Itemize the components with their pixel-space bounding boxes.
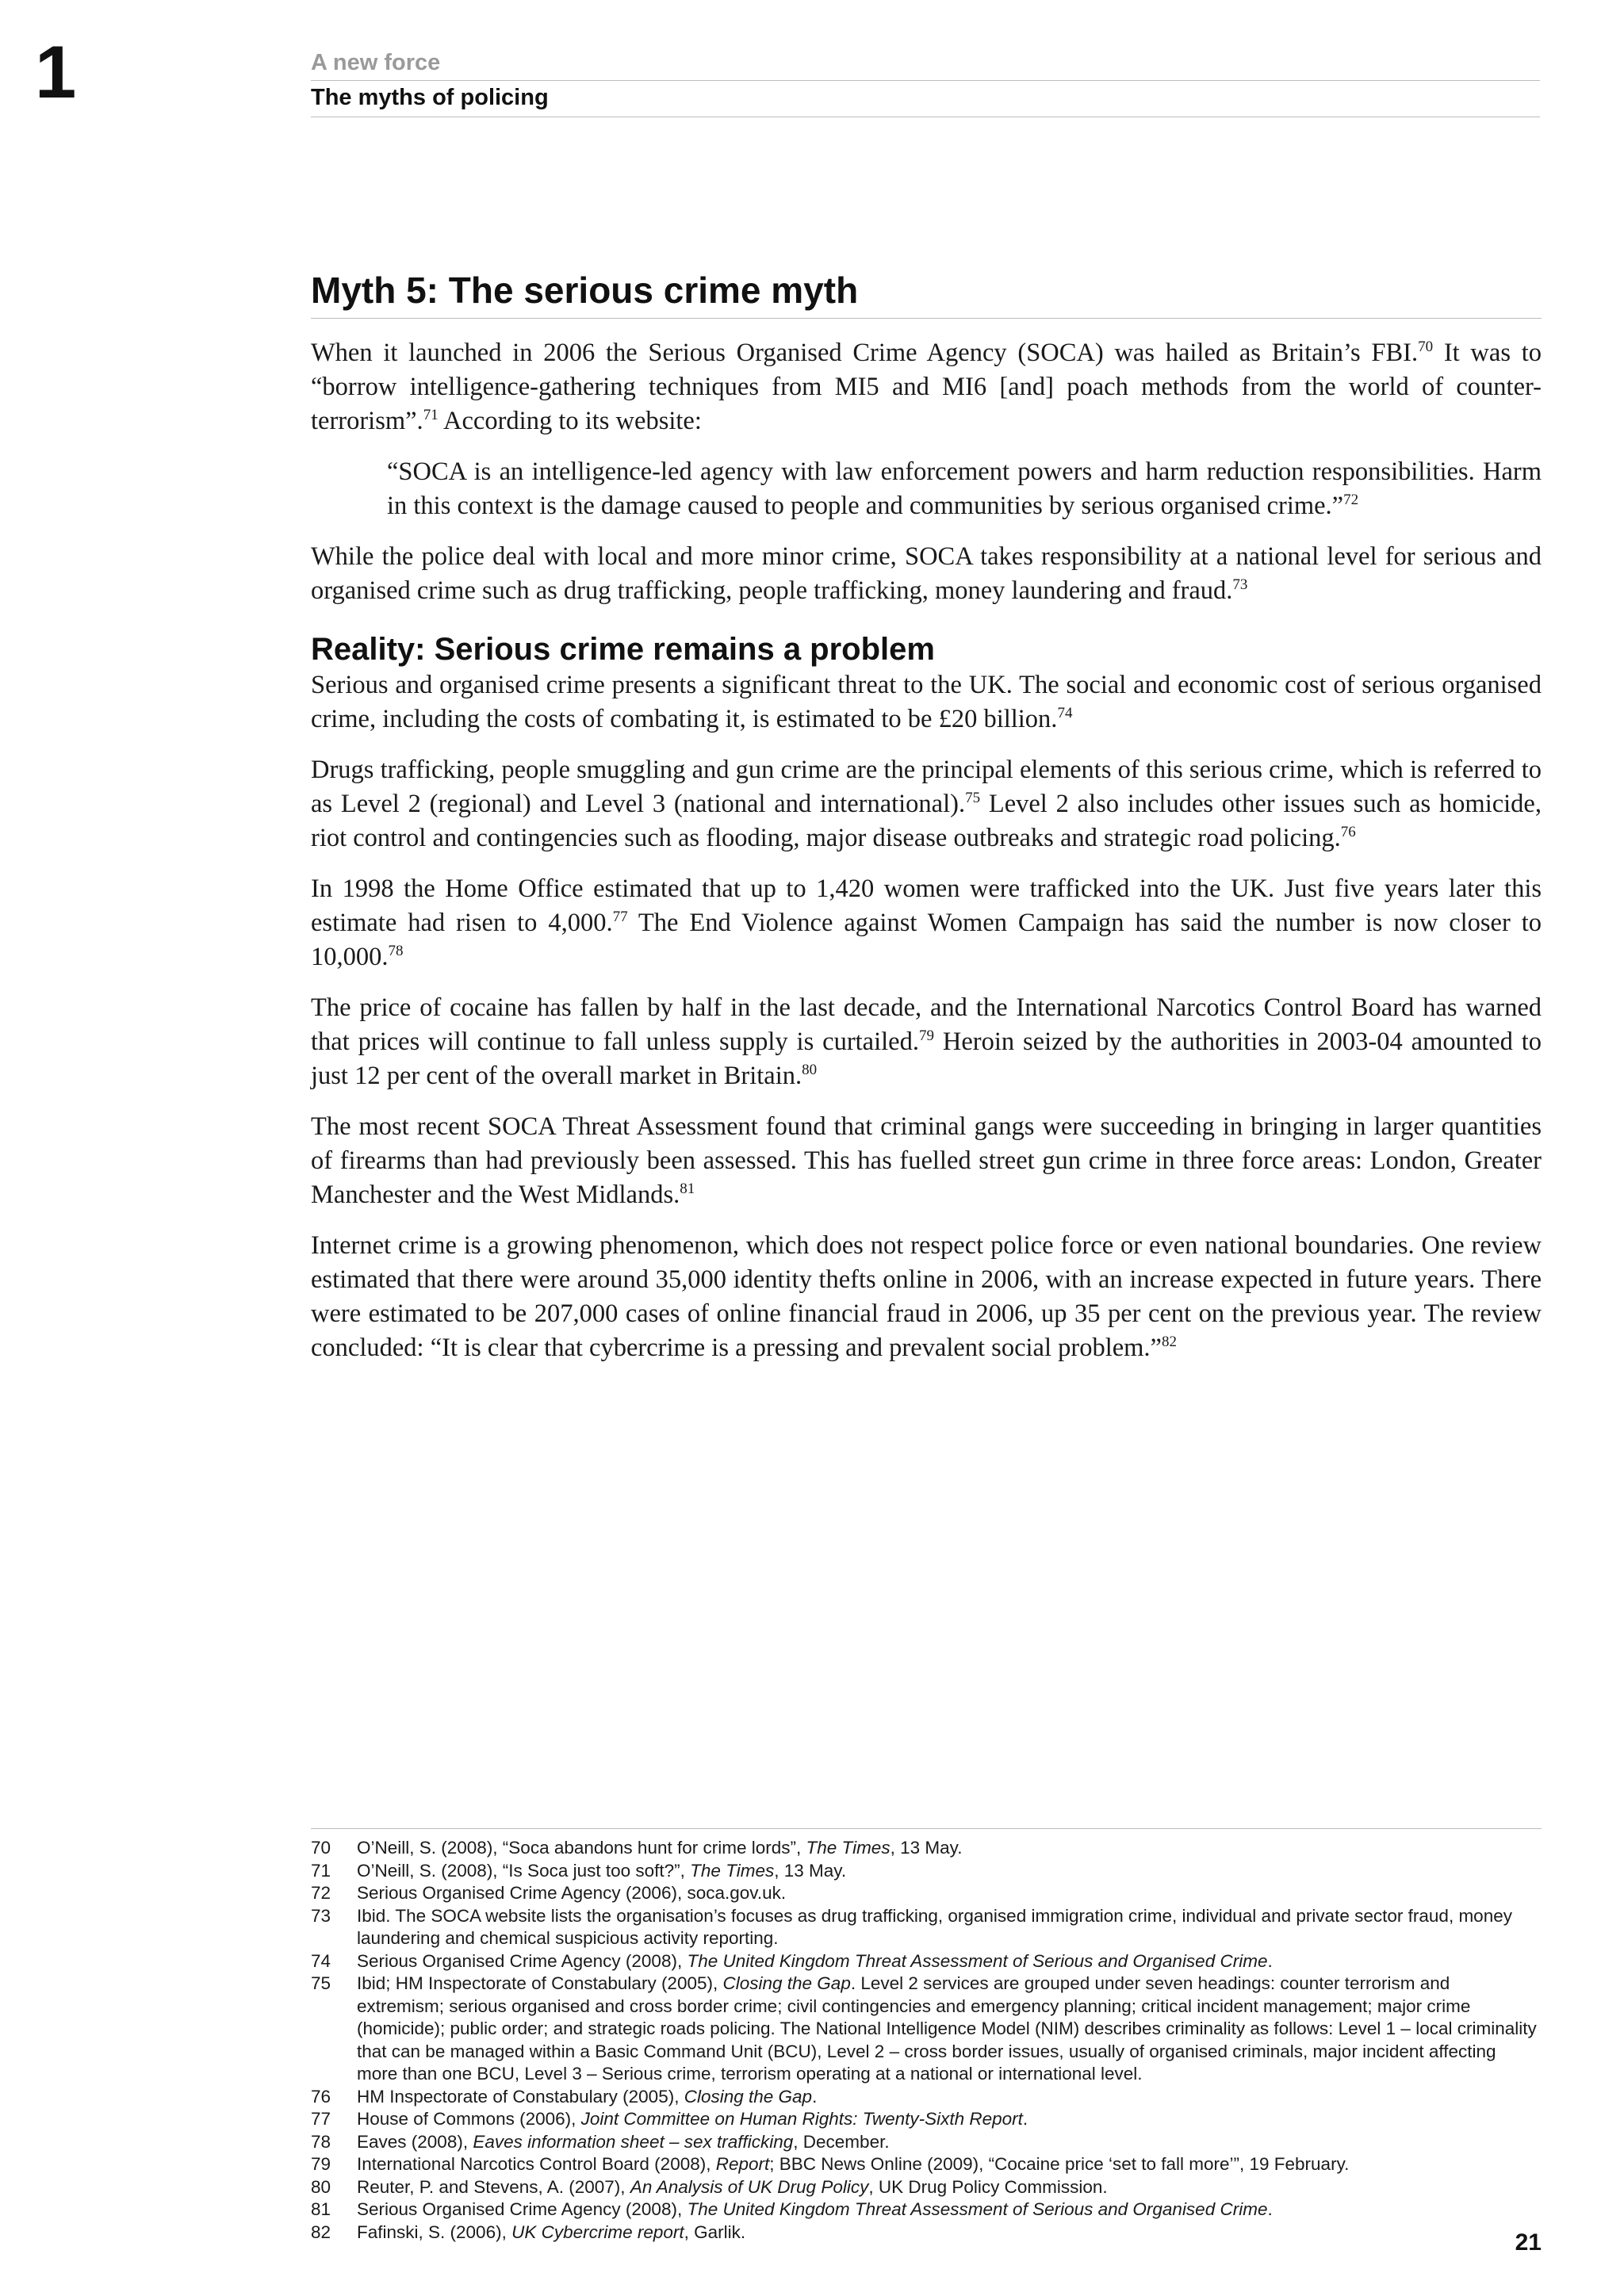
reality-p5-text: The most recent SOCA Threat Assessment found that criminal gangs were succeeding in bringing in larger quantities of firearms than had previously been assessed. This has fuelled street gun crime in three force areas: London, Greater Manchester and the West Midlands. xyxy=(311,1112,1542,1209)
footnote-text: O’Neill, S. (2008), “Soca abandons hunt for crime lords”, The Times, 13 May. xyxy=(357,1838,963,1858)
footnote-text: Serious Organised Crime Agency (2008), The United Kingdom Threat Assessment of Serious and Organised Crime. xyxy=(357,1950,1273,1971)
footnote-ref-73[interactable]: 73 xyxy=(1232,576,1248,594)
reality-p4-text-2: Heroin seized by the authorities in 2003-04 amounted to just 12 per cent of the overall market in Britain. xyxy=(311,1027,1542,1090)
footnote-item xyxy=(311,1837,1542,1860)
reality-p6-text: Internet crime is a growing phenomenon, which does not respect police force or even national boundaries. One review estimated that there were around 35,000 identity thefts online in 2006, with an increase expected in future years. There were estimated to be 207,000 cases of online financial fraud in 2006, up 35 per cent on the previous year. The review concluded: “It is clear that cybercrime is a pressing and prevalent social problem.” xyxy=(311,1230,1542,1362)
reality-p3-text-2: The End Violence against Women Campaign has said the number is now closer to 10,000. xyxy=(311,908,1542,971)
footnote-ref-70[interactable]: 70 xyxy=(1418,339,1434,356)
footnote-item xyxy=(311,1973,1542,2086)
footnote-item xyxy=(311,2176,1542,2199)
footnote-number: 78 xyxy=(311,2131,331,2152)
police-text: While the police deal with local and more minor crime, SOCA takes responsibility at a national level for serious and organised crime such as drug trafficking, people trafficking, money laundering and fraud. xyxy=(311,541,1542,605)
footnote-text: HM Inspectorate of Constabulary (2005), Closing the Gap. xyxy=(357,2086,818,2107)
footnote-number: 79 xyxy=(311,2154,331,2174)
footnote-number: 73 xyxy=(311,1905,331,1926)
footnote-ref-76[interactable]: 76 xyxy=(1340,824,1356,841)
part-title: A new force xyxy=(311,49,1540,81)
footnote-text: Ibid; HM Inspectorate of Constabulary (2005), Closing the Gap. Level 2 services are grouped under seven headings: counter terrorism and extremism; serious organised and cross border crime; civil contingencies and emergency planning; critical incident management; major crime (homicide); public order; and strategic roads policing. The National Intelligence Model (NIM) describes criminality as follows: Level 1 – local criminality that can be managed within a Basic Command Unit (BCU), Level 2 – cross border issues, usually of organised criminals, major incident affecting more than one BCU, Level 3 – Serious crime, terrorism operating at a national or international level. xyxy=(357,1973,1537,2084)
footnote-item xyxy=(311,2086,1542,2109)
footnote-item xyxy=(311,2131,1542,2154)
footnote-text: Fafinski, S. (2006), UK Cybercrime report, Garlik. xyxy=(357,2221,746,2242)
footnote-item xyxy=(311,2221,1542,2244)
footnote-number: 72 xyxy=(311,1883,331,1903)
reality-p2-text-2: Level 2 also includes other issues such as homicide, riot control and contingencies such as flooding, major disease outbreaks and strategic road policing. xyxy=(311,789,1542,852)
reality-paragraph-1 xyxy=(311,668,1542,737)
reality-p3-text-1: In 1998 the Home Office estimated that up to 1,420 women were trafficked into the UK. Just five years later this estimate had risen to 4,000. xyxy=(311,874,1542,937)
footnote-ref-79[interactable]: 79 xyxy=(918,1027,934,1045)
reality-p4-text-1: The price of cocaine has fallen by half in the last decade, and the International Narcotics Control Board has warned that prices will continue to fall unless supply is curtailed. xyxy=(311,993,1542,1056)
footnote-ref-77[interactable]: 77 xyxy=(612,909,628,926)
reality-paragraph-6 xyxy=(311,1229,1542,1365)
footnote-ref-78[interactable]: 78 xyxy=(388,943,404,960)
reality-paragraph-4 xyxy=(311,991,1542,1093)
chapter-title: The myths of policing xyxy=(311,81,1540,117)
footnote-text: O’Neill, S. (2008), “Is Soca just too soft?”, The Times, 13 May. xyxy=(357,1860,847,1881)
footnote-number: 74 xyxy=(311,1950,331,1971)
footnote-text: Serious Organised Crime Agency (2006), soca.gov.uk. xyxy=(357,1883,787,1903)
police-paragraph xyxy=(311,540,1542,608)
chapter-number: 1 xyxy=(35,30,77,113)
footnote-number: 75 xyxy=(311,1973,331,1993)
intro-text-2: It was to “borrow intelligence-gathering techniques from MI5 and MI6 [and] poach methods from the world of counter-terrorism”. xyxy=(311,338,1542,435)
running-header xyxy=(311,49,1540,117)
footnote-number: 70 xyxy=(311,1838,331,1858)
soca-quote xyxy=(387,455,1542,523)
reality-paragraph-2 xyxy=(311,753,1542,855)
page-number: 21 xyxy=(1515,2229,1542,2256)
footnote-text: International Narcotics Control Board (2008), Report; BBC News Online (2009), “Cocaine price ‘set to fall more’”, 19 February. xyxy=(357,2154,1350,2174)
footnote-number: 77 xyxy=(311,2109,331,2129)
footnote-number: 71 xyxy=(311,1860,331,1881)
intro-text-3: According to its website: xyxy=(438,406,702,435)
footnote-text: Ibid. The SOCA website lists the organisation’s focuses as drug trafficking, organised immigration crime, individual and private sector fraud, money laundering and chemical suspicious activity reporting. xyxy=(357,1905,1512,1948)
reality-p2-text-1: Drugs trafficking, people smuggling and gun crime are the principal elements of this serious crime, which is referred to as Level 2 (regional) and Level 3 (national and international). xyxy=(311,755,1542,818)
quote-text: “SOCA is an intelligence-led agency with law enforcement powers and harm reduction responsibilities. Harm in this context is the damage caused to people and communities by serious organised crime.” xyxy=(387,457,1542,520)
footnote-text: House of Commons (2006), Joint Committee on Human Rights: Twenty-Sixth Report. xyxy=(357,2109,1028,2129)
footnote-item xyxy=(311,2153,1542,2176)
footnote-number: 82 xyxy=(311,2221,331,2242)
footnote-ref-74[interactable]: 74 xyxy=(1057,705,1073,722)
footnote-ref-72[interactable]: 72 xyxy=(1343,492,1359,509)
footnote-number: 80 xyxy=(311,2176,331,2197)
footnote-ref-81[interactable]: 81 xyxy=(680,1181,695,1198)
footnote-number: 76 xyxy=(311,2086,331,2107)
footnotes xyxy=(311,1828,1542,2244)
footnote-item xyxy=(311,1882,1542,1905)
main-content xyxy=(311,270,1542,1382)
footnote-text: Serious Organised Crime Agency (2008), The United Kingdom Threat Assessment of Serious and Organised Crime. xyxy=(357,2199,1273,2219)
footnote-item xyxy=(311,1950,1542,1973)
footnote-item xyxy=(311,1860,1542,1883)
footnote-text: Reuter, P. and Stevens, A. (2007), An Analysis of UK Drug Policy, UK Drug Policy Commission. xyxy=(357,2176,1108,2197)
footnote-ref-71[interactable]: 71 xyxy=(423,407,439,424)
footnote-number: 81 xyxy=(311,2199,331,2219)
section-title: Myth 5: The serious crime myth xyxy=(311,270,1542,319)
reality-paragraph-3 xyxy=(311,872,1542,974)
footnote-item xyxy=(311,2108,1542,2131)
footnote-item xyxy=(311,2198,1542,2221)
footnote-ref-75[interactable]: 75 xyxy=(965,790,981,807)
reality-p1-text: Serious and organised crime presents a significant threat to the UK. The social and economic cost of serious organised crime, including the costs of combating it, is estimated to be £20 billion. xyxy=(311,670,1542,733)
intro-text-1: When it launched in 2006 the Serious Organised Crime Agency (SOCA) was hailed as Britain’s FBI. xyxy=(311,338,1419,367)
reality-paragraph-5 xyxy=(311,1110,1542,1212)
footnote-text: Eaves (2008), Eaves information sheet – sex trafficking, December. xyxy=(357,2131,890,2152)
footnote-ref-82[interactable]: 82 xyxy=(1161,1334,1177,1351)
intro-paragraph xyxy=(311,336,1542,438)
footnote-ref-80[interactable]: 80 xyxy=(802,1062,818,1079)
footnote-item xyxy=(311,1905,1542,1950)
reality-title: Reality: Serious crime remains a problem xyxy=(311,631,935,667)
